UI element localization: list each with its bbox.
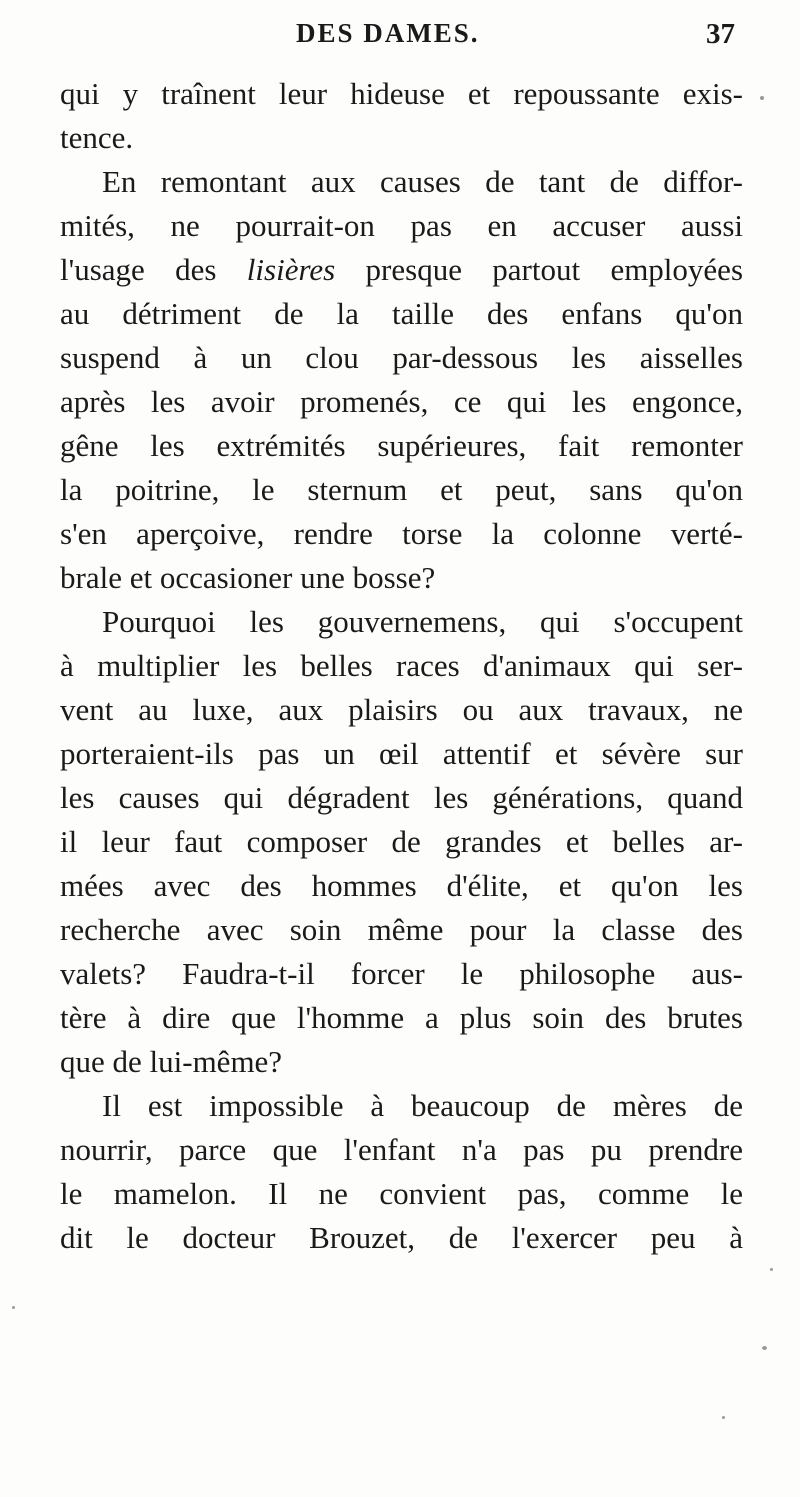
text-line: porteraient-ils pas un œil attentif et sévère sur — [60, 736, 743, 771]
text-line: que de lui-même? — [60, 1044, 283, 1079]
paper-speck — [722, 1416, 725, 1419]
paragraph-start-line: Il est impossible à beaucoup de mères de — [102, 1088, 743, 1123]
text-line: tère à dire que l'homme a plus soin des brutes — [60, 1000, 743, 1035]
text-line: suspend à un clou par-dessous les aisselles — [60, 340, 743, 375]
text-line: le mamelon. Il ne convient pas, comme le — [60, 1176, 743, 1211]
text-line: la poitrine, le sternum et peut, sans qu'on — [60, 472, 743, 507]
text-line: après les avoir promenés, ce qui les engonce, — [60, 384, 743, 419]
paper-speck — [12, 1306, 15, 1309]
text-line — [60, 248, 743, 292]
text-line: valets? Faudra-t-il forcer le philosophe aus- — [60, 956, 743, 991]
text-line: recherche avec soin même pour la classe des — [60, 912, 743, 947]
text-line: au détriment de la taille des enfans qu'on — [60, 296, 743, 331]
paragraph-start-line: Pourquoi les gouvernemens, qui s'occupent — [102, 604, 743, 639]
text-line: tence. — [60, 120, 134, 155]
text-line: gêne les extrémités supérieures, fait remonter — [60, 428, 743, 463]
line-segment: presque partout employées — [335, 252, 744, 287]
line-segment: l'usage des — [60, 252, 247, 287]
text-line: qui y traînent leur hideuse et repoussante exis- — [60, 76, 743, 111]
text-line: à multiplier les belles races d'animaux qui ser- — [60, 648, 743, 683]
paper-speck — [762, 1346, 767, 1350]
running-head: DES DAMES. — [296, 18, 480, 48]
paragraph-start-line: En remontant aux causes de tant de diffor- — [102, 164, 743, 199]
page-number: 37 — [706, 18, 735, 50]
paper-speck — [760, 96, 764, 100]
text-line: brale et occasioner une bosse? — [60, 560, 436, 595]
paper-speck — [770, 1268, 773, 1271]
text-line: il leur faut composer de grandes et belles ar- — [60, 824, 743, 859]
text-line: nourrir, parce que l'enfant n'a pas pu prendre — [60, 1132, 743, 1167]
text-line: dit le docteur Brouzet, de l'exercer peu à — [60, 1220, 743, 1255]
text-line: les causes qui dégradent les générations, quand — [60, 780, 743, 815]
text-line: mités, ne pourrait-on pas en accuser aussi — [60, 208, 743, 243]
text-line: vent au luxe, aux plaisirs ou aux travaux, ne — [60, 692, 743, 727]
text-line: s'en aperçoive, rendre torse la colonne verté- — [60, 516, 743, 551]
emphasized-word: lisières — [246, 252, 336, 287]
text-line: mées avec des hommes d'élite, et qu'on les — [60, 868, 743, 903]
